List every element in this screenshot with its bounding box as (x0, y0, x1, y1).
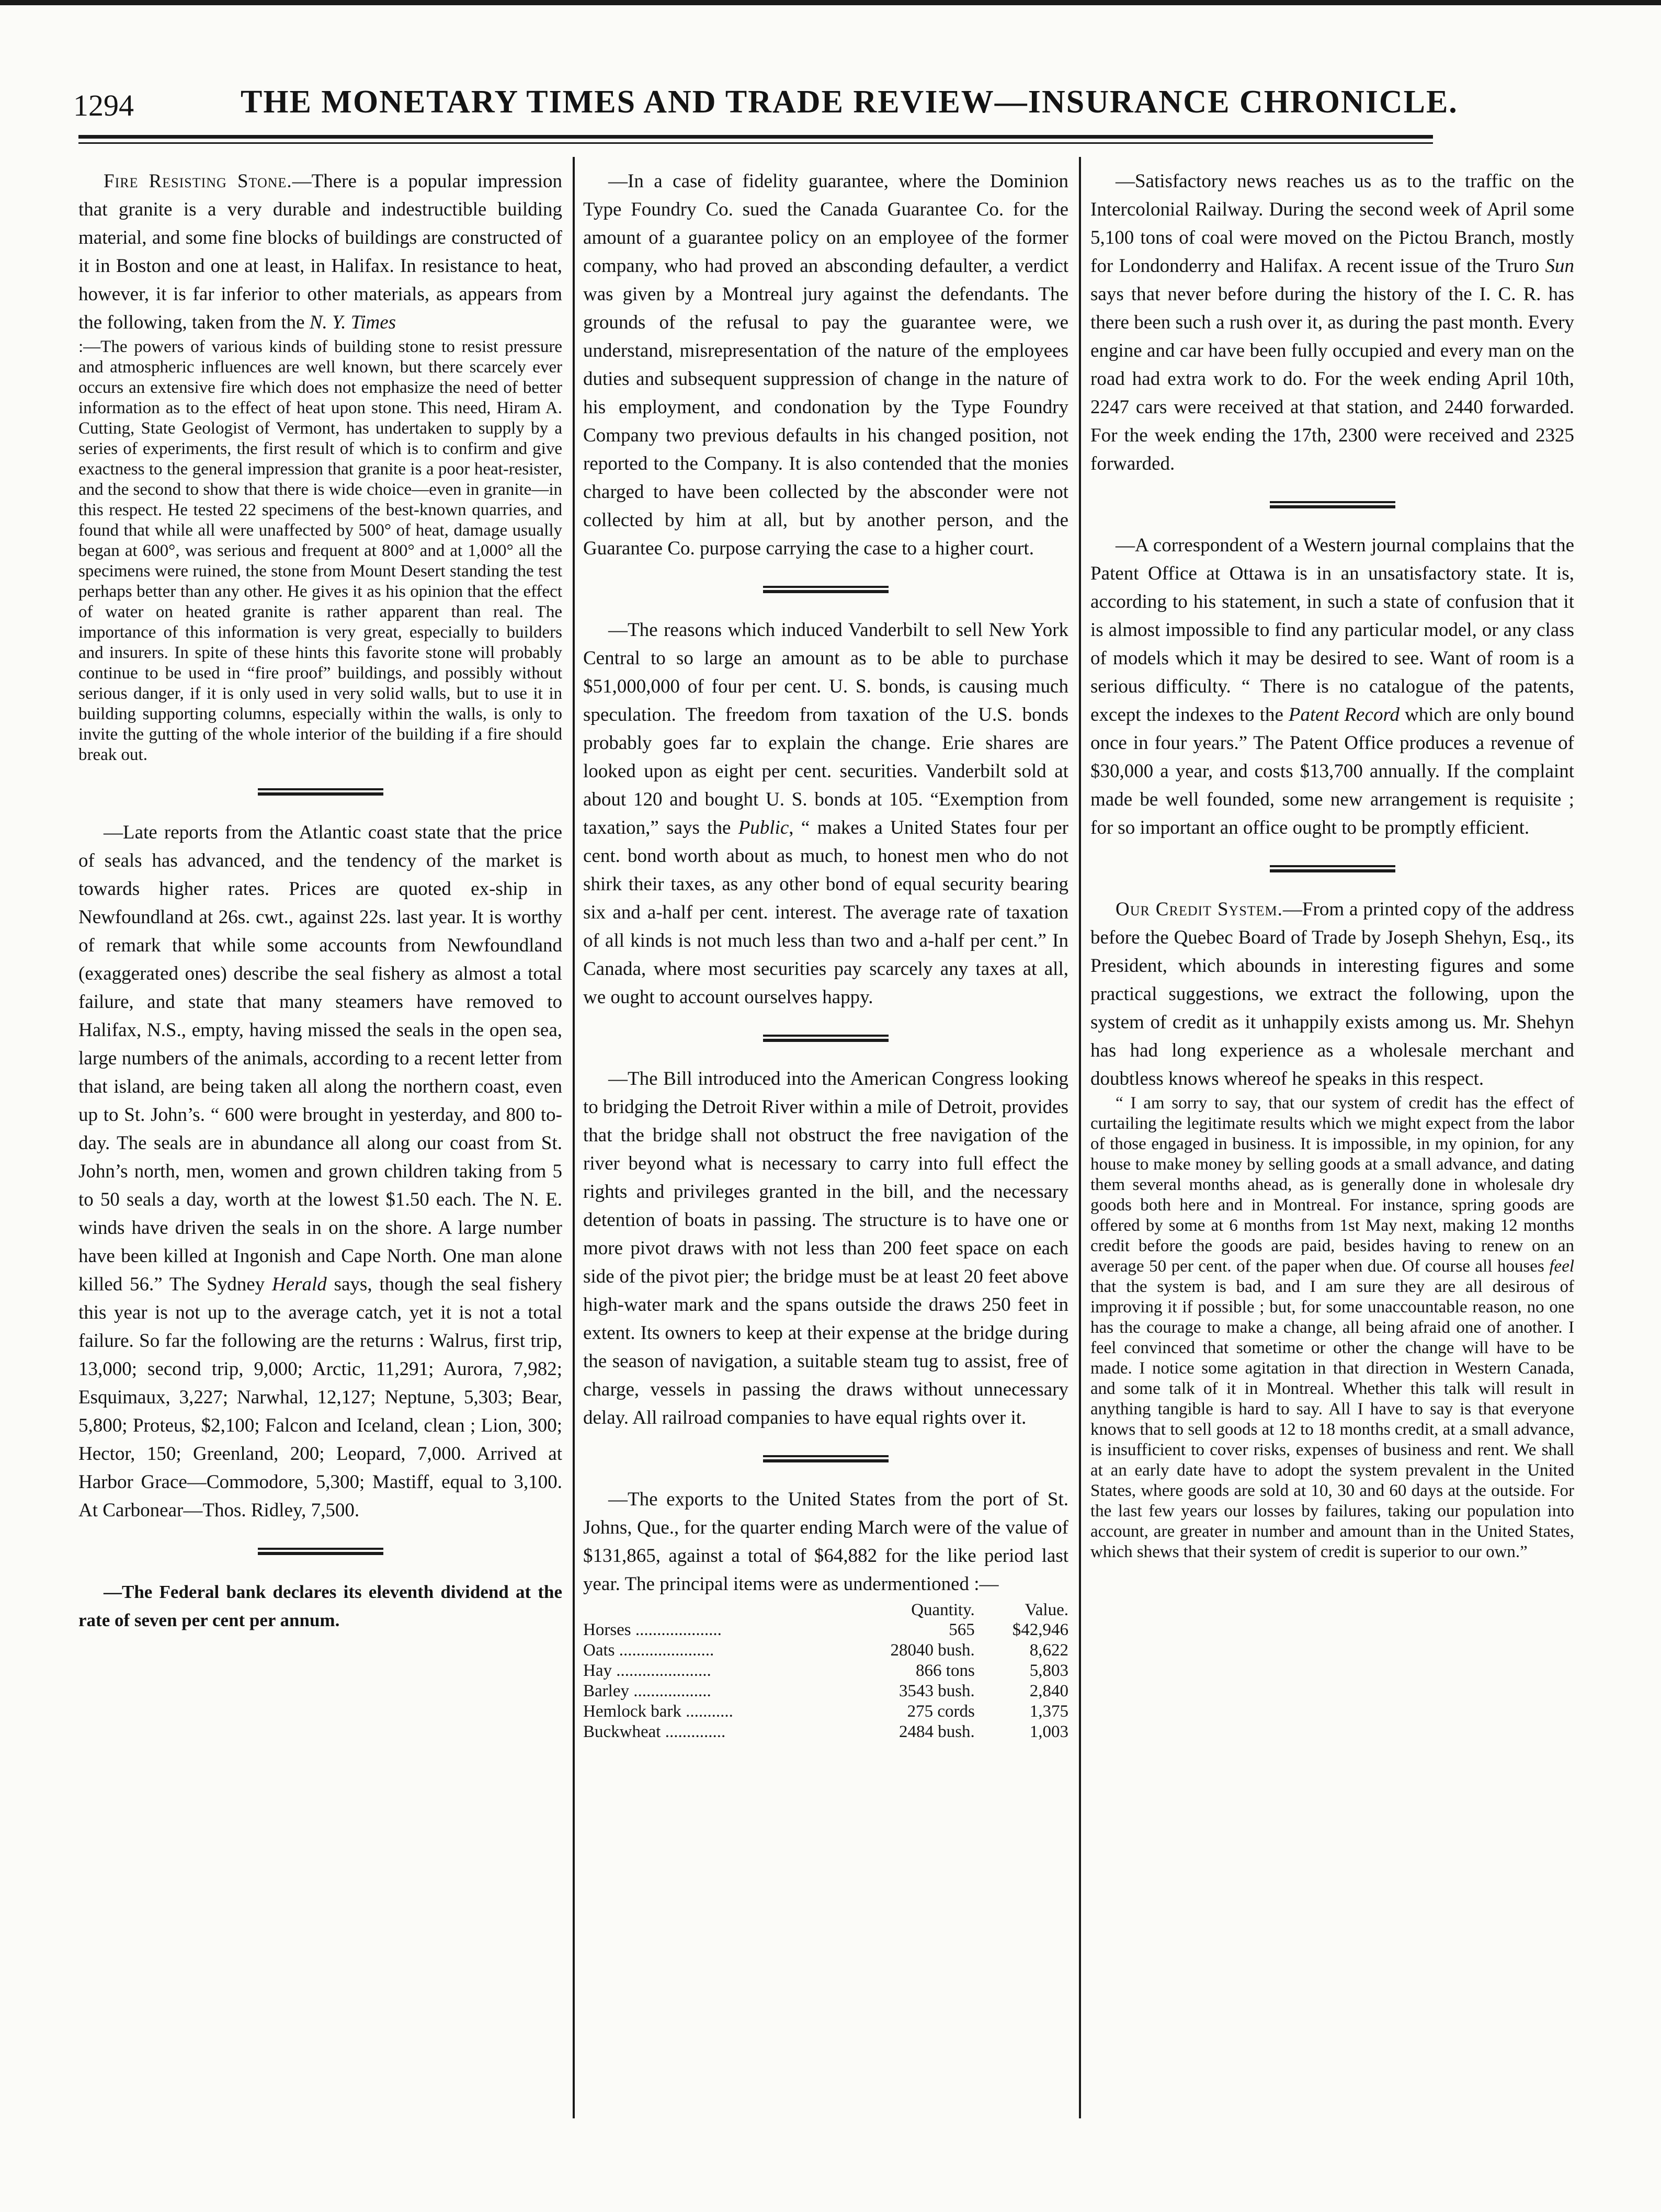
section-divider (763, 1035, 889, 1042)
source-name: Sun (1545, 255, 1575, 277)
table-cell-value: 5,803 (1029, 1661, 1068, 1680)
article-body-continued: says, though the seal fishery this year is not up to the average catch, yet it is not a total failure. So far the following are the returns : Walrus, first trip, 13,000; second trip, 9,000; Arctic, 11,291; Aurora, 7,982; Esquimaux, 3,227; Narwhal, 12,127; Neptune, 5,303; Bear, 5,800; Proteus, $2,100; Falcon and Iceland, clean ; Lion, 300; Hector, 150; Greenland, 200; Leopard, 7,000. Arrived at Harbor Grace—Commodore, 5,300; Mastiff, equal to 3,100. At Carbonear—Thos. Ridley, 7,500. (78, 1274, 562, 1521)
article-body: —Late reports from the Atlantic coast state that the price of seals has advanced, and the tendency of the market is towards higher rates. Prices are quoted ex-ship in Newfoundland at 26s. cwt., against 22s. last year. It is worthy of remark that while some accounts from Newfoundland (exaggerated ones) describe the seal fishery as almost a total failure, and state that many steamers have removed to Halifax, N.S., empty, having missed the seals in the open sea, large numbers of the animals, according to a recent letter from that island, are being taken all along the northern coast, even up to St. John’s. “ 600 were brought in yesterday, and 800 to-day. The seals are in abundance all along our coast from St. John’s north, men, women and grown children taking from 5 to 50 seals a day, worth at the lowest $1.50 each. The N. E. winds have driven the seals in on the shore. A large number have been killed at Ingonish and Cape North. One man alone killed 56.” The Sydney (78, 822, 562, 1295)
header-rule-thin (78, 142, 1433, 144)
section-divider (258, 1548, 383, 1555)
article-body-continued: which are only bound once in four years.” The Patent Office produces a revenue of $30,000 a year, and costs $13,700 annually. If the complaint made be well founded, some new arrangement is requisite ; for so important an office ought to be promptly efficient. (1090, 704, 1574, 838)
article-fire-resisting-stone (78, 167, 562, 765)
table-cell-quantity: 275 cords (907, 1702, 975, 1721)
section-divider (1270, 865, 1395, 872)
section-divider (763, 586, 889, 593)
source-name: Public (738, 817, 789, 838)
column-rule-right (1079, 157, 1081, 2118)
section-divider (1270, 501, 1395, 508)
article-body-continued: says that never before during the history of the I. C. R. has there been such a rush over it, as during the past month. Every engine and car have been fully occupied and every man on the road had extra work to do. For the week ending April 10th, 2247 cars were received at that station, and 2440 forwarded. For the week ending the 17th, 2300 were received and 2325 forwarded. (1090, 283, 1574, 474)
table-cell-quantity: 3543 bush. (898, 1682, 975, 1700)
article-heading: Our Credit System. (1116, 899, 1283, 920)
article-body: —Satisfactory news reaches us as to the traffic on the Intercolonial Railway. During the second week of April some 5,100 tons of coal were moved on the Pictou Branch, mostly for Londonderry and Halifax. A recent issue of the Truro (1090, 171, 1574, 277)
column-rule-left (573, 157, 575, 2118)
table-cell-quantity: 866 tons (916, 1661, 975, 1680)
table-row (583, 1681, 1068, 1701)
table-cell-quantity: 2484 bush. (898, 1722, 975, 1741)
page-top-border (0, 0, 1661, 5)
source-name: N. Y. Times (309, 312, 396, 333)
table-cell-value: 2,840 (1029, 1682, 1068, 1700)
column-3 (1090, 167, 1574, 1562)
source-name: Patent Record (1288, 704, 1400, 725)
table-row (583, 1722, 1068, 1742)
section-divider (763, 1455, 889, 1462)
table-cell-value: 1,003 (1029, 1722, 1068, 1741)
table-cell-value: $42,946 (1012, 1620, 1068, 1639)
column-1 (78, 167, 562, 1635)
column-header-quantity: Quantity. (911, 1601, 975, 1619)
article-vanderbilt (583, 616, 1068, 1012)
column-header-value: Value. (1025, 1601, 1068, 1619)
article-intro: —From a printed copy of the address before the Quebec Board of Trade by Joseph Shehyn, Esq., its President, which abounds in interesting figures and some practical suggestions, we extract the following, upon the system of credit as it unhappily exists among us. Mr. Shehyn has had long experience as a wholesale merchant and doubtless knows whereof he speaks in this respect. (1090, 899, 1574, 1090)
section-divider (258, 788, 383, 796)
table-row (583, 1620, 1068, 1640)
article-st-johns-exports (583, 1485, 1068, 1742)
article-fidelity-guarantee: —In a case of fidelity guarantee, where the Dominion Type Foundry Co. sued the Canada Guarantee Co. for the amount of a guarantee policy on an employee of the former company, who had proved an absconding defaulter, a verdict was given by a Montreal jury against the defendants. The grounds of the refusal to pay the guarantee were, we understand, misrepresentation of the nature of the employees duties and subsequent suppression of change in the nature of his employment, and condonation by the Type Foundry Company two previous defaults in his changed position, not reported to the Company. It is also contended that the monies charged to have been collected by the absconder were not collected by him at all, but by another person, and the Guarantee Co. purpose carrying the case to a higher court. (583, 171, 1068, 559)
table-cell-item: Barley .................. (583, 1682, 711, 1700)
article-body-continued: , “ makes a United States four per cent. bond worth about as much, to honest men who do not shirk their taxes, as any other bond of equal security bearing six and a-half per cent. interest. The average rate of taxation of all kinds is not much less than two and a-half per cent.” In Canada, where most securities pay scarcely any taxes at all, we ought to account ourselves happy. (583, 817, 1069, 1008)
table-cell-item: Horses .................... (583, 1620, 722, 1639)
article-federal-bank: —The Federal bank declares its eleventh dividend at the rate of seven per cent per annum. (78, 1582, 562, 1630)
table-row (583, 1661, 1068, 1681)
table-cell-item: Hay ...................... (583, 1661, 711, 1680)
article-heading: Fire Resisting Stone. (104, 171, 292, 192)
column-2 (583, 167, 1068, 1742)
table-cell-item: Hemlock bark ........... (583, 1702, 733, 1721)
page-header (73, 78, 1458, 131)
article-body: —The exports to the United States from the port of St. Johns, Que., for the quarter ending March were of the value of $131,865, against a total of $64,882 for the like period last year. The principal items were as undermentioned :— (583, 1489, 1068, 1595)
table-cell-item: Buckwheat .............. (583, 1722, 726, 1741)
table-row (583, 1701, 1068, 1722)
article-intercolonial-railway (1090, 167, 1574, 478)
article-credit-system (1090, 895, 1574, 1562)
table-row (583, 1640, 1068, 1661)
article-patent-office (1090, 531, 1574, 842)
table-cell-quantity: 28040 bush. (890, 1641, 975, 1660)
exports-table-header (583, 1601, 1068, 1620)
header-rule-thick (78, 135, 1433, 139)
article-body: —A correspondent of a Western journal complains that the Patent Office at Ottawa is in an unsatisfactory state. It is, according to his statement, in such a state of confusion that it is almost impossible to find any particular model, or any class of models which it may be desired to see. Want of room is a serious difficulty. “ There is no catalogue of the patents, except the indexes to the (1090, 535, 1574, 725)
article-body: —The reasons which induced Vanderbilt to sell New York Central to so large an amount as to be able to purchase $51,000,000 of four per cent. U. S. bonds, is causing much speculation. The freedom from taxation of the U.S. bonds probably goes far to explain the change. Erie shares are looked upon as eight per cent. securities. Vanderbilt sold at about 120 and bought U. S. bonds at 105. “Exemption from taxation,” says the (583, 619, 1068, 838)
masthead-title: THE MONETARY TIMES AND TRADE REVIEW—INSURANCE CHRONICLE. (241, 84, 1458, 120)
article-detroit-bridge: —The Bill introduced into the American Congress looking to bridging the Detroit River within a mile of Detroit, provides that the bridge shall not obstruct the free navigation of the river beyond what is necessary to carry into full effect the rights and privileges granted in the bill, and the necessary detention of boats in passing. The structure is to have one or more pivot draws with not less than 200 feet space on each side of the pivot pier; the bridge must be at least 20 feet above high-water mark and the spans outside the draws 250 feet in extent. Its owners to keep at their expense at the bridge during the season of navigation, a suitable steam tug to assist, free of charge, vessels in passing the draws without unnecessary delay. All railroad companies to have equal rights over it. (583, 1068, 1068, 1428)
exports-table (583, 1601, 1068, 1742)
article-quote: :—The powers of various kinds of building stone to resist pressure and atmospheric influences are well known, but there scarcely ever occurs an extensive fire which does not emphasize the need of better information as to the effect of heat upon stone. This need, Hiram A. Cutting, State Geologist of Vermont, has undertaken to supply by a series of experiments, the first result of which is to confirm and give exactness to the general impression that granite is a poor heat-resister, and the second to show that there is wide choice—even in granite—in this respect. He tested 22 specimens of the best-known quarries, and found that while all were unaffected by 500° of heat, damage usually began at 600°, was serious and frequent at 800° and at 1,000° all the specimens were ruined, the stone from Mount Desert standing the test perhaps better than any other. He gives it as his opinion that the effect of water on heated granite is rather apparent than real. The importance of this information is very great, especially to builders and insurers. In spite of these hints this favorite stone will probably continue to be used in “fire proof” buildings, and possibly without serious danger, if it is only used in very solid walls, but to use it in building supporting columns, especially within the walls, is only to invite the gutting of the whole interior of the building if a fire should break out. (78, 337, 562, 764)
table-cell-item: Oats ...................... (583, 1641, 714, 1660)
page-number: 1294 (73, 88, 134, 122)
article-quote: “ I am sorry to say, that our system of credit has the effect of curtailing the legitimate results which we might expect from the labor of those engaged in business. It is impossible, in my opinion, for any house to make money by selling goods at a small advance, and dating them several months ahead, as is generally done in wholesale dry goods both here and in Montreal. For instance, spring goods are offered by some at 6 months from 1st May next, making 12 months credit before the goods are paid, besides having to renew on an average 50 per cent. of the paper when due. Of course all houses feel that the system is bad, and I am sure they are all desirous of improving it if possible ; but, for some unaccountable reason, no one has the courage to make a change, all being afraid one of another. I feel convinced that sometime or other the change will have to be made. I notice some agitation in that direction in Western Canada, and some talk of it in Montreal. Whether this talk will result in anything tangible is hard to say. All I have to say is that everyone knows that to sell goods at 12 to 18 months credit, at a small advance, is insufficient to cover risks, expenses of business and rent. We shall at an early date have to adopt the system prevalent in the United States, where goods are sold at 10, 30 and 60 days at the outside. For the last few years our losses by failures, taking our population into account, are greater in number and amount than in the United States, which shews that their system of credit is superior to our own.” (1090, 1094, 1575, 1561)
source-name: Herald (271, 1274, 327, 1295)
article-intro: —There is a popular impression that granite is a very durable and indestructible building material, and some fine blocks of buildings are constructed of it in Boston and one at least, in Halifax. In resistance to heat, however, it is far inferior to other materials, as appears from the following, taken from the (78, 171, 562, 333)
article-seal-fishery (78, 819, 562, 1525)
table-cell-quantity: 565 (949, 1620, 975, 1639)
table-cell-value: 8,622 (1029, 1641, 1068, 1660)
table-cell-value: 1,375 (1029, 1702, 1068, 1721)
